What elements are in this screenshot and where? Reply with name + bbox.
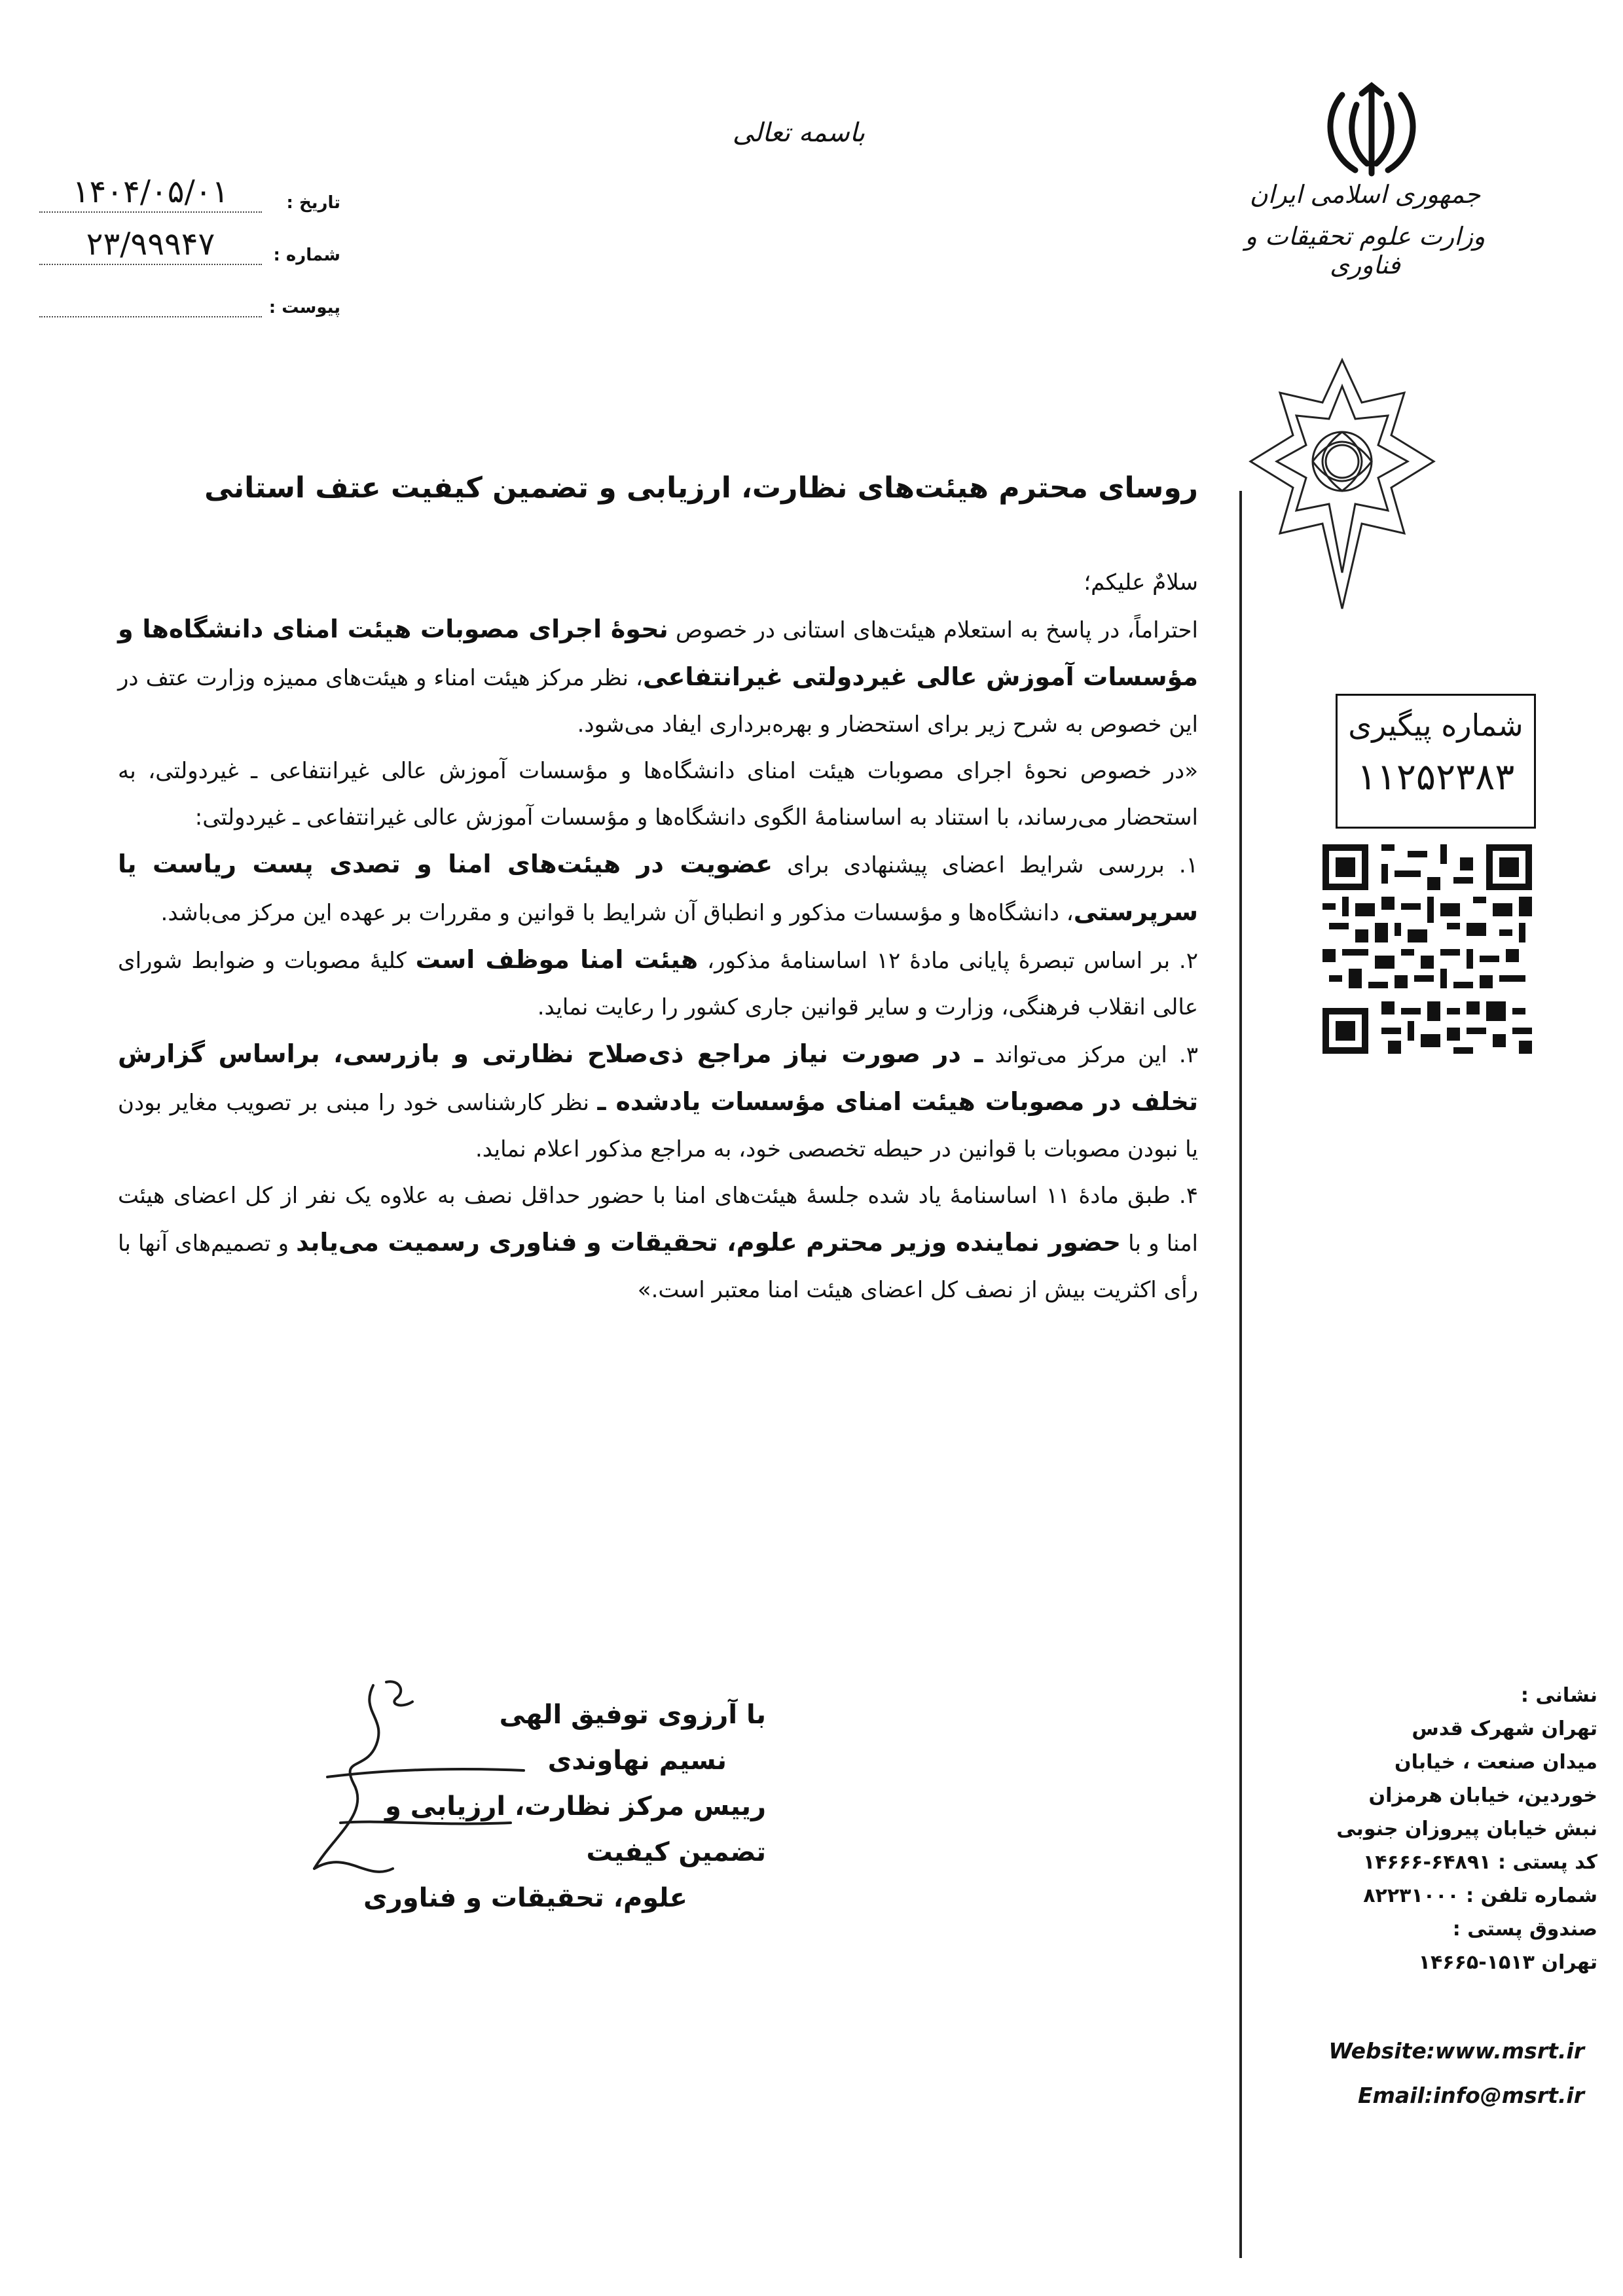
item4-text-c: و تصمیم‌های آنها با رأی اکثریت بیش از نصف کل اعضای هیئت امنا معتبر است.» <box>118 1230 1198 1303</box>
vertical-divider <box>1239 491 1242 2258</box>
letter-meta <box>39 160 340 317</box>
tracking-label: شماره پیگیری <box>1348 708 1523 743</box>
attachment-row <box>39 265 340 317</box>
postal-code: کد پستی : ۶۴۸۹۱-۱۴۶۶۶ <box>1362 1851 1597 1874</box>
item4-text-a: ۴. طبق مادهٔ ۱۱ اساسنامهٔ یاد شده جلسهٔ هیئت‌های امنا با حضور حداقل نصف به علاوه یک نفر از کل اعضای هیئت امنا و با <box>118 1183 1198 1257</box>
number-row <box>39 213 340 265</box>
item4-emphasis: حضور نماینده وزیر محترم علوم، تحقیقات و فناوری رسمیت می‌یابد <box>296 1228 1122 1257</box>
government-title <box>1218 180 1512 279</box>
item-4 <box>118 1173 1198 1314</box>
item-3 <box>118 1031 1198 1173</box>
gov-line-1: جمهوری اسلامی ایران <box>1249 180 1481 209</box>
address-line: خوردین، خیابان هرمزان <box>1368 1784 1597 1807</box>
date-row <box>39 160 340 213</box>
gov-line-2: وزارت علوم تحقیقات و فناوری <box>1245 222 1486 279</box>
signer-title-2: علوم، تحقیقات و فناوری <box>363 1883 687 1913</box>
address-line: نشانی : <box>1520 1684 1597 1707</box>
attachment-label: پیوست : <box>268 298 340 317</box>
p1-text-a: احتراماً، در پاسخ به استعلام هیئت‌های استانی در خصوص <box>668 617 1199 643</box>
item1-emphasis: عضویت در هیئت‌های امنا و تصدی پست ریاست یا سرپرستی <box>118 850 1198 926</box>
number-value: ۲۳/۹۹۹۴۷ <box>39 224 262 265</box>
po-box-value: تهران ۱۵۱۳-۱۴۶۶۵ <box>1418 1951 1597 1974</box>
item3-emphasis: ـ در صورت نیاز مراجع ذی‌صلاح نظارتی و بازرسی، براساس گزارش تخلف در مصوبات هیئت امنای مؤسسات یادشده ـ <box>118 1039 1198 1116</box>
handwritten-signature-icon <box>236 1672 563 1888</box>
letter-body <box>118 560 1198 1314</box>
date-value: ۱۴۰۴/۰۵/۰۱ <box>39 172 262 213</box>
p1-text-c: ، نظر مرکز هیئت امناء و هیئت‌های ممیزه وزارت عتف در این خصوص به شرح زیر برای استحضار و بهره‌برداری ایفاد می‌شود. <box>118 665 1198 738</box>
phone-number: شماره تلفن : ۸۲۲۳۱۰۰۰ <box>1363 1884 1597 1907</box>
paragraph-1 <box>118 606 1198 748</box>
tracking-number: ۱۱۲۵۲۳۸۳ <box>1357 756 1515 798</box>
contact-links <box>1283 2029 1584 2118</box>
tracking-box <box>1336 694 1536 829</box>
website-link[interactable]: Website:www.msrt.ir <box>1328 2038 1584 2064</box>
item3-text-c: نظر کارشناسی خود را مبنی بر تصویب مغایر بودن یا نبودن مصوبات با قوانین در حیطه تخصصی خود، به مراجع مذکور اعلام نماید. <box>118 1090 1198 1162</box>
item1-text-c: ، دانشگاه‌ها و مؤسسات مذکور و انطباق آن شرایط با قوانین و مقررات بر عهده این مرکز می‌باشد. <box>160 900 1074 926</box>
iran-emblem-icon <box>1316 82 1427 180</box>
greeting: سلامٌ علیکم؛ <box>1084 569 1198 596</box>
signer-title-1: رییس مرکز نظارت، ارزیابی و تضمین کیفیت <box>385 1791 766 1867</box>
date-label: تاریخ : <box>286 193 340 213</box>
item-2 <box>118 937 1198 1031</box>
item-1 <box>118 841 1198 937</box>
address-line: نبش خیابان پیروزان جنوبی <box>1336 1818 1597 1840</box>
address-line: تهران شهرک قدس <box>1412 1717 1597 1740</box>
email-link[interactable]: Email:info@msrt.ir <box>1357 2083 1584 2108</box>
address-line: میدان صنعت ، خیابان <box>1395 1751 1597 1774</box>
qr-code-icon[interactable] <box>1322 844 1532 1054</box>
ornament-icon <box>1247 357 1437 612</box>
item3-text-a: ۳. این مرکز می‌تواند <box>983 1042 1198 1068</box>
item2-text-a: ۲. بر اساس تبصرهٔ پایانی مادهٔ ۱۲ اساسنامهٔ مذکور، <box>698 948 1199 974</box>
signer-name: نسیم نهاوندی <box>547 1746 727 1776</box>
attachment-value <box>39 277 262 317</box>
item2-text-c: کلیهٔ مصوبات و ضوابط شورای عالی انقلاب فرهنگی، وزارت و سایر قوانین جاری کشور را رعایت نماید. <box>118 948 1198 1020</box>
bismillah-heading: باسمه تعالی <box>732 118 866 148</box>
p1-emphasis: نحوهٔ اجرای مصوبات هیئت امنای دانشگاه‌ها و مؤسسات آموزش عالی غیردولتی غیرانتفاعی <box>118 615 1198 691</box>
signature-closing: با آرزوی توفیق الهی <box>499 1700 766 1730</box>
paragraph-2: «در خصوص نحوهٔ اجرای مصوبات هیئت امنای دانشگاه‌ها و مؤسسات آموزش عالی غیرانتفاعی ـ غیردولتی، به استحضار می‌رساند، با استناد به اساسنامهٔ الگوی دانشگاه‌ها و مؤسسات آموزش عالی غیرانتفاعی ـ غیردولتی: <box>118 758 1198 831</box>
item1-text-a: ۱. بررسی شرایط اعضای پیشنهادی برای <box>773 852 1198 878</box>
recipient-heading: روسای محترم هیئت‌های نظارت، ارزیابی و تضمین کیفیت عتف استانی <box>204 471 1198 505</box>
po-box-label: صندوق پستی : <box>1452 1918 1597 1941</box>
address-block <box>1296 1679 1597 1979</box>
number-label: شماره : <box>273 245 340 265</box>
item2-emphasis: هیئت امنا موظف است <box>415 945 699 974</box>
